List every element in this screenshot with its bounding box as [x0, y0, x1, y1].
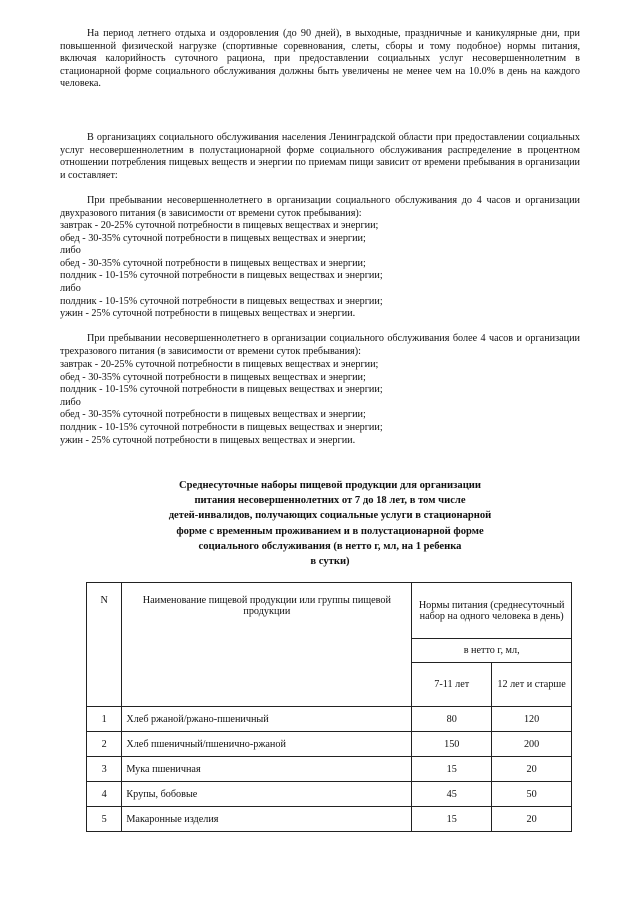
- list-item: полдник - 10-15% суточной потребности в пищевых веществах и энергии;: [60, 421, 383, 433]
- title-line: в сутки): [310, 556, 350, 568]
- cell-number: 2: [87, 732, 122, 757]
- paragraph-up-to-4-hours: При пребывании несовершеннолетнего в организации социального обслуживания до 4 часов и организации двухразового питания (в зависимости от времени суток пребывания):: [60, 195, 580, 219]
- cell-age-12-plus: 200: [492, 732, 572, 757]
- cell-age-12-plus: 20: [492, 807, 572, 832]
- cell-age-12-plus: 120: [492, 707, 572, 732]
- title-line: Среднесуточные наборы пищевой продукции для организации: [178, 480, 482, 491]
- cell-age-7-11: 80: [412, 707, 492, 732]
- cell-age-7-11: 150: [412, 732, 492, 757]
- cell-number: 4: [87, 782, 122, 807]
- food-norms-table: [86, 582, 572, 832]
- paragraph-over-4-hours: При пребывании несовершеннолетнего в организации социального обслуживания более 4 часов и организации трехразового питания (в зависимости от времени суток пребывания):: [60, 333, 580, 357]
- table-row: [87, 707, 572, 732]
- title-line: детей-инвалидов, получающих социальные услуги в стационарной: [168, 510, 492, 522]
- list-item: полдник - 10-15% суточной потребности в пищевых веществах и энергии;: [60, 384, 383, 396]
- table-row: [87, 732, 572, 757]
- list-item: завтрак - 20-25% суточной потребности в пищевых веществах и энергии;: [60, 359, 379, 370]
- list-item: обед - 30-35% суточной потребности в пищевых веществах и энергии;: [60, 232, 366, 244]
- paragraph-summer-norms: На период летнего отдыха и оздоровления (до 90 дней), в выходные, праздничные и каникулярные дни, при повышенной физической нагрузке (спортивные соревнования, слеты, сборы и тому подобное) нормы питания, включая калорийность суточного рациона, при предоставлении социальных услуг несовершеннолетним в стационарной форме социального обслуживания должны быть увеличены не менее чем на 10.0% в день на каждого человека.: [60, 28, 580, 90]
- cell-age-7-11: 45: [412, 782, 492, 807]
- cell-product: Хлеб ржаной/ржано-пшеничный: [122, 707, 412, 732]
- header-unit: в нетто г, мл,: [412, 639, 572, 663]
- header-norms: Нормы питания (среднесуточный набор на одного человека в день): [412, 583, 572, 639]
- list-item: либо: [60, 396, 81, 408]
- cell-product: Макаронные изделия: [122, 807, 412, 832]
- list-item: либо: [60, 245, 81, 257]
- cell-number: 3: [87, 757, 122, 782]
- table-title: [110, 478, 550, 569]
- cell-product: Крупы, бобовые: [122, 782, 412, 807]
- cell-number: 5: [87, 807, 122, 832]
- title-line: социального обслуживания (в нетто г, мл, на 1 ребенка: [198, 540, 462, 552]
- table-row: [87, 807, 572, 832]
- paragraph-distribution: В организациях социального обслуживания населения Ленинградской области при предоставлении социальных услуг несовершеннолетним в полустационарной форме социального обслуживания распределение в процентном отношении потребления пищевых веществ и энергии по приемам пищи зависит от времени пребывания в организации и составляет:: [60, 132, 580, 181]
- cell-age-12-plus: 20: [492, 757, 572, 782]
- header-product-name: Наименование пищевой продукции или группы пищевой продукции: [122, 583, 412, 707]
- list-item: полдник - 10-15% суточной потребности в пищевых веществах и энергии;: [60, 295, 383, 307]
- cell-age-7-11: 15: [412, 807, 492, 832]
- table-row: [87, 757, 572, 782]
- list-item: завтрак - 20-25% суточной потребности в пищевых веществах и энергии;: [60, 220, 379, 231]
- meal-list-three-meals: [60, 359, 580, 447]
- cell-product: Хлеб пшеничный/пшенично-ржаной: [122, 732, 412, 757]
- list-item: обед - 30-35% суточной потребности в пищевых веществах и энергии;: [60, 371, 366, 383]
- list-item: ужин - 25% суточной потребности в пищевых веществах и энергии.: [60, 434, 356, 446]
- cell-age-7-11: 15: [412, 757, 492, 782]
- header-number: N: [87, 583, 122, 707]
- table-row: [87, 782, 572, 807]
- title-line: питания несовершеннолетних от 7 до 18 лет, в том числе: [194, 495, 466, 507]
- header-age-12-plus: 12 лет и старше: [492, 663, 572, 707]
- list-item: полдник - 10-15% суточной потребности в пищевых веществах и энергии;: [60, 270, 383, 282]
- list-item: обед - 30-35% суточной потребности в пищевых веществах и энергии;: [60, 257, 366, 269]
- cell-age-12-plus: 50: [492, 782, 572, 807]
- meal-list-two-meals: [60, 220, 580, 321]
- list-item: либо: [60, 282, 81, 294]
- title-line: форме с временным проживанием и в полустационарной форме: [176, 525, 484, 537]
- cell-number: 1: [87, 707, 122, 732]
- header-age-7-11: 7-11 лет: [412, 663, 492, 707]
- cell-product: Мука пшеничная: [122, 757, 412, 782]
- list-item: обед - 30-35% суточной потребности в пищевых веществах и энергии;: [60, 409, 366, 421]
- table-header-row: [87, 583, 572, 639]
- list-item: ужин - 25% суточной потребности в пищевых веществах и энергии.: [60, 308, 356, 320]
